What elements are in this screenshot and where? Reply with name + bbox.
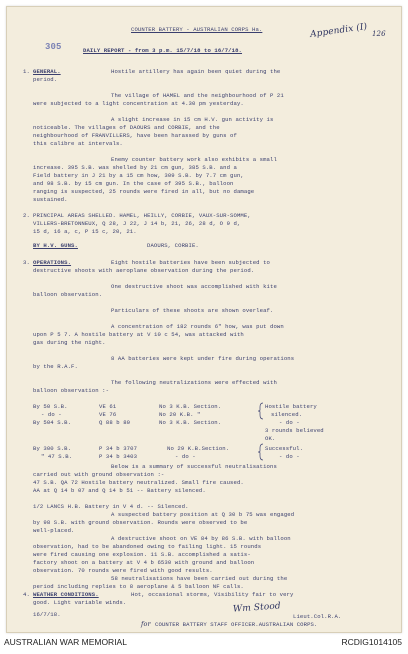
brace-mark <box>258 402 264 420</box>
neut-result: Successful. <box>265 445 304 452</box>
section2-number: 2. <box>23 212 30 219</box>
stamp-number: 305 <box>45 42 62 52</box>
section3-heading: OPERATIONS. <box>33 259 72 266</box>
lancs-line: by 98 S.B. with ground observation. Rounds were observed to be <box>33 519 248 526</box>
neut-target: P 34 b 3403 <box>99 453 138 460</box>
section3-line: 8 AA batteries were kept under fire during operations <box>111 355 295 362</box>
lancs-line: period including replies to 8 aeroplane & 5 balloon NF calls. <box>33 583 244 590</box>
section2-heading: PRINCIPAL AREAS SHELLED. HAMEL, HEILLY, CORBIE, VAUX-SUR-SOMME, <box>33 212 251 219</box>
hv-guns-places: DAOURS, CORBIE. <box>147 242 199 249</box>
signoff-office: COUNTER BATTERY STAFF OFFICER.AUSTRALIAN CORPS. <box>155 621 318 628</box>
section1-line: were subjected to a light concentration at 4.30 pm yesterday. <box>33 100 244 107</box>
lancs-line: were fired causing one explosion. 11 S.B. accomplished a satis- <box>33 551 251 558</box>
neut-unit: By 300 S.B. <box>33 445 72 452</box>
section3-line: balloon observation. <box>33 291 103 298</box>
neut-result: 3 rounds believed <box>265 427 324 434</box>
neut-unit: - do - <box>41 411 62 418</box>
section3-line: gas during the night. <box>33 339 106 346</box>
report-title: DAILY REPORT - from 3 p.m. 15/7/18 to 16/7/18. <box>83 47 243 54</box>
section4-heading: WEATHER CONDITIONS. <box>33 591 99 598</box>
lancs-line: well-placed. <box>33 527 75 534</box>
section1-line: A slight increase in 15 cm H.V. gun activity is <box>111 116 274 123</box>
section1-heading: GENERAL. <box>33 68 61 75</box>
section1-line: period. <box>33 76 58 83</box>
section3-line: The following neutralizations were effected with <box>111 379 277 386</box>
section2-heading: 15 d, 16 a, c, P 15 c, 20, 21. <box>33 228 137 235</box>
neut-result: Hostile battery <box>265 403 317 410</box>
footer-archive-label: AUSTRALIAN WAR MEMORIAL <box>4 637 127 647</box>
document-page <box>6 6 402 633</box>
neut-target: P 34 b 3707 <box>99 445 138 452</box>
lancs-line: observation, had to be abandoned owing to failing light. 15 rounds <box>33 543 262 550</box>
ground-line: AA at Q 14 b 07 and Q 14 b 51 -- Battery silenced. <box>33 487 206 494</box>
section3-line: A concentration of 182 rounds 6" how, was put down <box>111 323 284 330</box>
appendix-note: Appendix (I) <box>309 22 368 40</box>
lancs-line: 1/2 LANCS H.B. Battery in V 4 d. -- Silenced. <box>33 503 189 510</box>
neut-section: No 3 K.B. Section. <box>159 419 222 426</box>
section1-number: 1. <box>23 68 30 75</box>
section4-line: Hot, occasional storms, Visibility fair to very <box>131 591 294 598</box>
neut-section: - do - <box>175 453 196 460</box>
section3-number: 3. <box>23 259 30 266</box>
neut-result: - do - <box>279 453 300 460</box>
neut-section: No 29 K.B.Section. <box>167 445 230 452</box>
neut-result: - do - <box>279 419 300 426</box>
section3-line: Eight hostile batteries have been subjected to <box>111 259 271 266</box>
section3-line: One destructive shoot was accomplished with kite <box>111 283 277 290</box>
neut-result: OK. <box>265 435 276 442</box>
ground-line: carried out with ground observation :- <box>33 471 165 478</box>
neut-unit: By 504 S.B. <box>33 419 72 426</box>
neut-unit: " 47 S.B. <box>41 453 73 460</box>
section1-line: neighbourhood of FRANVILLERS, have been harassed by guns of <box>33 132 237 139</box>
section1-line: and 98 S.B. by 15 cm gun. In the case of 395 S.B., balloon <box>33 180 234 187</box>
neut-unit: By 50 S.B. <box>33 403 68 410</box>
lancs-line: A destructive shoot on VE 84 by 86 S.B. with balloon <box>111 535 291 542</box>
section1-line: Enemy counter battery work also exhibits a small <box>111 156 277 163</box>
section4-line: good. Light variable winds. <box>33 599 127 606</box>
section1-line: ranging is suspected, 25 rounds were fired in all, but no damage <box>33 188 255 195</box>
section4-number: 4. <box>23 591 30 598</box>
section1-line: Field battery in J 21 by a 15 cm how, 309 S.B. by 7.7 cm gun, <box>33 172 244 179</box>
neut-target: VE 76 <box>99 411 117 418</box>
signoff-rank: Lieut.Col.R.A. <box>293 613 342 620</box>
page-number: 126 <box>372 30 386 38</box>
neut-section: No 3 K.B. Section. <box>159 403 222 410</box>
lancs-line: A suspected battery position at Q 30 b 75 was engaged <box>111 511 295 518</box>
neut-result: silenced. <box>271 411 303 418</box>
report-date: 16/7/18. <box>33 611 61 618</box>
section3-line: balloon observation :- <box>33 387 110 394</box>
hv-guns-label: BY H.V. GUNS. <box>33 242 78 249</box>
neut-target: Q 88 b 80 <box>99 419 131 426</box>
brace-mark <box>258 443 264 461</box>
lancs-line: observation. 70 rounds were fired with good results. <box>33 567 213 574</box>
footer-record-id: RCDIG1014105 <box>341 637 402 647</box>
document-header: COUNTER BATTERY - AUSTRALIAN CORPS Ha. <box>131 26 263 33</box>
lancs-line: 58 neutralisations have been carried out during the <box>111 575 288 582</box>
section1-line: this calibre at intervals. <box>33 140 123 147</box>
signature: Wm Stood <box>232 601 282 615</box>
section1-line: noticeable. The villages of DAOURS and CORBIE, and the <box>33 124 220 131</box>
section1-line: increase. 395 S.B. was shelled by 21 cm gun, 385 S.B. and a <box>33 164 237 171</box>
ground-line: 47 S.B. QA 72 Hostile battery neutralized. Small fire caused. <box>33 479 244 486</box>
signoff-for: for <box>141 620 151 628</box>
section1-line: Hostile artillery has again been quiet during the <box>111 68 281 75</box>
ground-line: Below is a summary of successful neutralisations <box>111 463 277 470</box>
section2-heading: VILLERS-BRETONNEUX, Q 28, J 22, J 14 b, 21, 26, 28 d, O 9 d, <box>33 220 241 227</box>
section3-line: destructive shoots with aeroplane observation during the period. <box>33 267 255 274</box>
section3-line: Particulars of these shoots are shown overleaf. <box>111 307 274 314</box>
section3-line: by the R.A.F. <box>33 363 78 370</box>
neut-target: VE 61 <box>99 403 117 410</box>
section1-line: sustained. <box>33 196 68 203</box>
neut-section: No 20 K.B. " <box>159 411 201 418</box>
section1-line: The village of HAMEL and the neighbourhood of P 21 <box>111 92 284 99</box>
lancs-line: factory shoot on a battery at V 4 b 6530 with ground and balloon <box>33 559 255 566</box>
section3-line: upon P 5 7. A hostile battery at V 10 c 54, was attacked with <box>33 331 244 338</box>
